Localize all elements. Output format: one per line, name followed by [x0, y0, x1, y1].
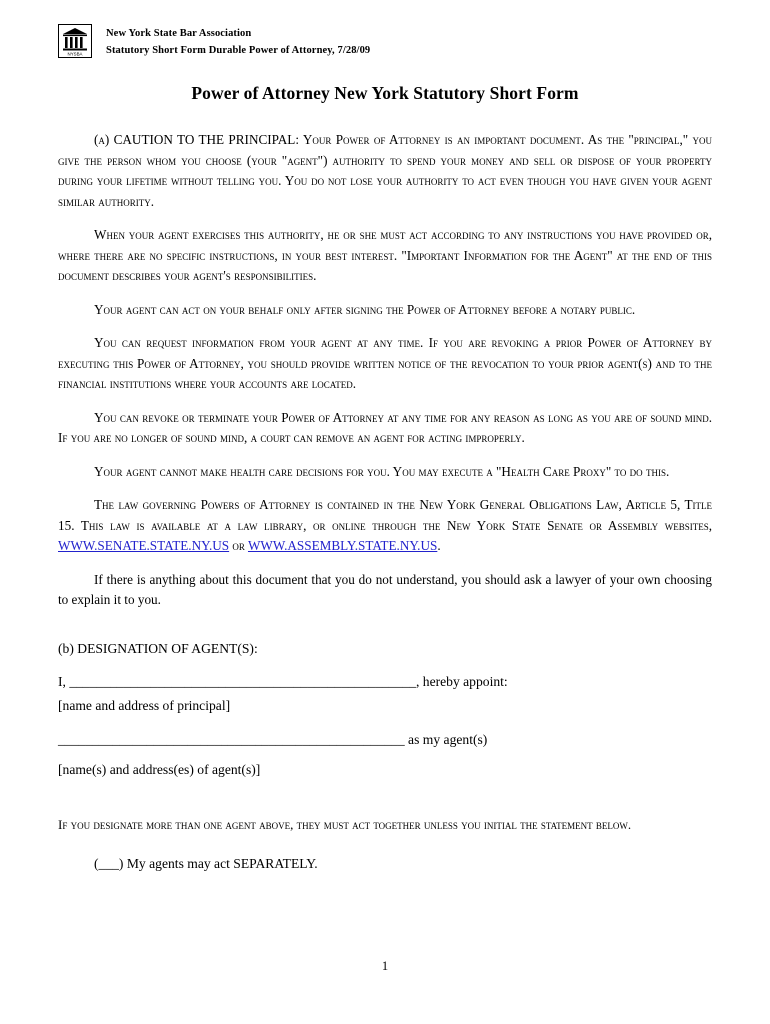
principal-suffix: , hereby appoint:	[415, 673, 508, 689]
form-subtitle: Statutory Short Form Durable Power of Attorney, 7/28/09	[106, 45, 371, 56]
agent-bracket-label: [name(s) and address(es) of agent(s)]	[58, 761, 261, 777]
principal-fill-line	[58, 669, 712, 695]
header-text-block	[106, 24, 370, 59]
agent-fill-line	[58, 727, 712, 753]
paragraph-governing-law	[58, 495, 712, 557]
agent-suffix: as my agent(s)	[404, 731, 488, 747]
paragraph-health-care: Your agent cannot make health care decisions for you. You may execute a "Health Care Proxy" to do this.	[94, 463, 670, 479]
governing-law-text: The law governing Powers of Attorney is contained in the New York General Obligations Law, Article 5, Title 15. This law is available at a law library, or online through the New York State Senate or Assembly websites,	[58, 497, 712, 533]
paragraph-request-information: You can request information from your agent at any time. If you are revoking a prior Power of Attorney by executing this Power of Attorney, you should provide written notice of the revocation to your prior agent(s) and to the financial institutions where your accounts are located.	[58, 335, 712, 391]
senate-website-link[interactable]: WWW.SENATE.STATE.NY.US	[58, 538, 230, 553]
principal-prefix: I,	[58, 673, 70, 689]
designation-section	[58, 638, 712, 781]
page-number: 1	[381, 959, 389, 973]
document-body	[58, 130, 712, 611]
paragraph-revoke: You can revoke or terminate your Power of Attorney at any time for any reason as long as you are of sound mind. If you are no longer of sound mind, a court can remove an agent for acting improperly.	[58, 409, 712, 445]
paragraph-caution: (a) CAUTION TO THE PRINCIPAL: Your Power of Attorney is an important document. As the "principal," you give the person whom you choose (your "agent") authority to spend your money and sell or dispose of your property during your lifetime without telling you. You do not lose your authority to act even though you have given your agent similar authority.	[58, 132, 712, 209]
multiple-agents-notice: If you designate more than one agent above, they must act together unless you initial the statement below.	[58, 816, 632, 832]
principal-bracket-label: [name and address of principal]	[58, 697, 231, 713]
principal-blank-field[interactable]: ___________________________________________________	[69, 673, 416, 689]
bar-association-building-icon	[58, 24, 92, 58]
page-title: Power of Attorney New York Statutory Short Form	[191, 83, 579, 103]
governing-law-period: .	[437, 538, 441, 553]
agent-blank-field[interactable]: ___________________________________________________	[58, 731, 405, 747]
designation-heading: (b) DESIGNATION OF AGENT(S):	[58, 640, 258, 656]
document-header	[58, 24, 712, 59]
paragraph-lawyer-note: If there is anything about this document that you do not understand, you should ask a lawyer of your own choosing to explain it to you.	[58, 571, 712, 607]
paragraph-notary: Your agent can act on your behalf only after signing the Power of Attorney before a notary public.	[94, 301, 636, 317]
assembly-website-link[interactable]: WWW.ASSEMBLY.STATE.NY.US	[247, 538, 438, 553]
agents-act-separately-option[interactable]: (___) My agents may act SEPARATELY.	[94, 855, 318, 871]
svg-text:NYSBA: NYSBA	[67, 51, 83, 57]
link-separator: or	[229, 538, 248, 553]
organization-name: New York State Bar Association	[106, 28, 252, 39]
paragraph-agent-authority: When your agent exercises this authority, he or she must act according to any instructions you have provided or, where there are no specific instructions, in your best interest. "Important Information for the Agent" at the end of this document describes your agent's responsibilities.	[58, 227, 712, 283]
